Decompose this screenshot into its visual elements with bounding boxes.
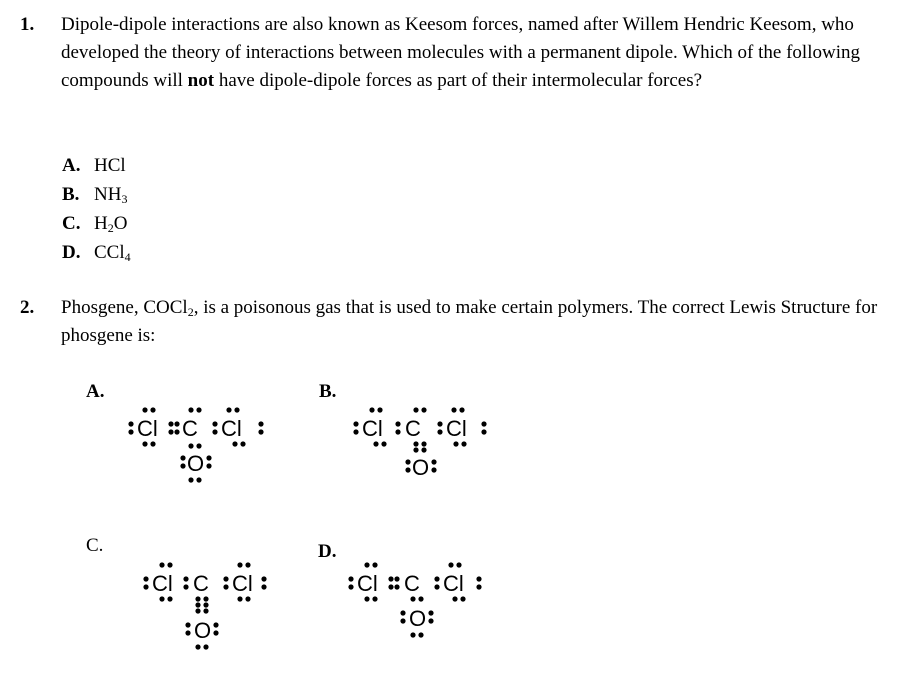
atom-cl-right: Cl	[446, 416, 467, 441]
atom-c: C	[405, 416, 421, 441]
question-1-emphasis: not	[187, 70, 215, 91]
lewis-structure-d[interactable]	[345, 555, 510, 655]
atom-o: O	[409, 606, 427, 631]
lewis-structure-a[interactable]	[125, 400, 285, 495]
option-c[interactable]: C. $H_2O$	[62, 213, 128, 235]
structure-b-label[interactable]: B.	[319, 381, 337, 402]
option-a[interactable]: A. HCl	[62, 155, 126, 176]
atom-cl-left: Cl	[357, 571, 378, 596]
question-1-number: 1.	[20, 14, 35, 35]
question-1-text: Dipole-dipole interactions are also known as Keesom forces, named after Willem Hendric Keesom, who developed the theory of interactions between molecules with a permanent dipole. Which of the following compounds will not have dipole-dipole forces as part of their intermolecular forces?	[61, 14, 860, 91]
option-d-formula: CCl$_4$	[94, 242, 131, 264]
option-b[interactable]: B. $NH_3$	[62, 184, 128, 206]
question-2-number: 2.	[20, 297, 35, 318]
question-2	[20, 294, 880, 350]
question-1	[20, 11, 880, 95]
option-b-formula: $NH_3$	[94, 184, 128, 206]
structure-a-label[interactable]: A.	[86, 381, 105, 402]
lewis-structure-c[interactable]	[140, 555, 300, 655]
question-1-options	[62, 151, 131, 267]
question-2-text: Phosgene, COCl$_2$, is a poisonous gas that is used to make certain polymers. The correct Lewis Structure for phosgene is:	[61, 297, 878, 346]
atom-c: C	[404, 571, 420, 596]
atom-cl-right: Cl	[443, 571, 464, 596]
atom-o: O	[194, 618, 212, 643]
option-a-formula: HCl	[94, 155, 126, 176]
structure-c-label[interactable]: C.	[86, 535, 104, 556]
lewis-structure-b[interactable]	[350, 400, 510, 495]
structure-d-label[interactable]: D.	[318, 541, 337, 562]
atom-o: O	[412, 455, 430, 480]
option-d[interactable]: D. CCl$_4$	[62, 242, 131, 264]
atom-o: O	[187, 451, 205, 476]
atom-c: C	[182, 416, 198, 441]
atom-cl-left: Cl	[152, 571, 173, 596]
atom-cl-left: Cl	[362, 416, 383, 441]
atom-cl-right: Cl	[221, 416, 242, 441]
atom-c: C	[193, 571, 209, 596]
atom-cl-right: Cl	[232, 571, 253, 596]
option-c-formula: $H_2O$	[94, 213, 128, 235]
atom-cl-left: Cl	[137, 416, 158, 441]
